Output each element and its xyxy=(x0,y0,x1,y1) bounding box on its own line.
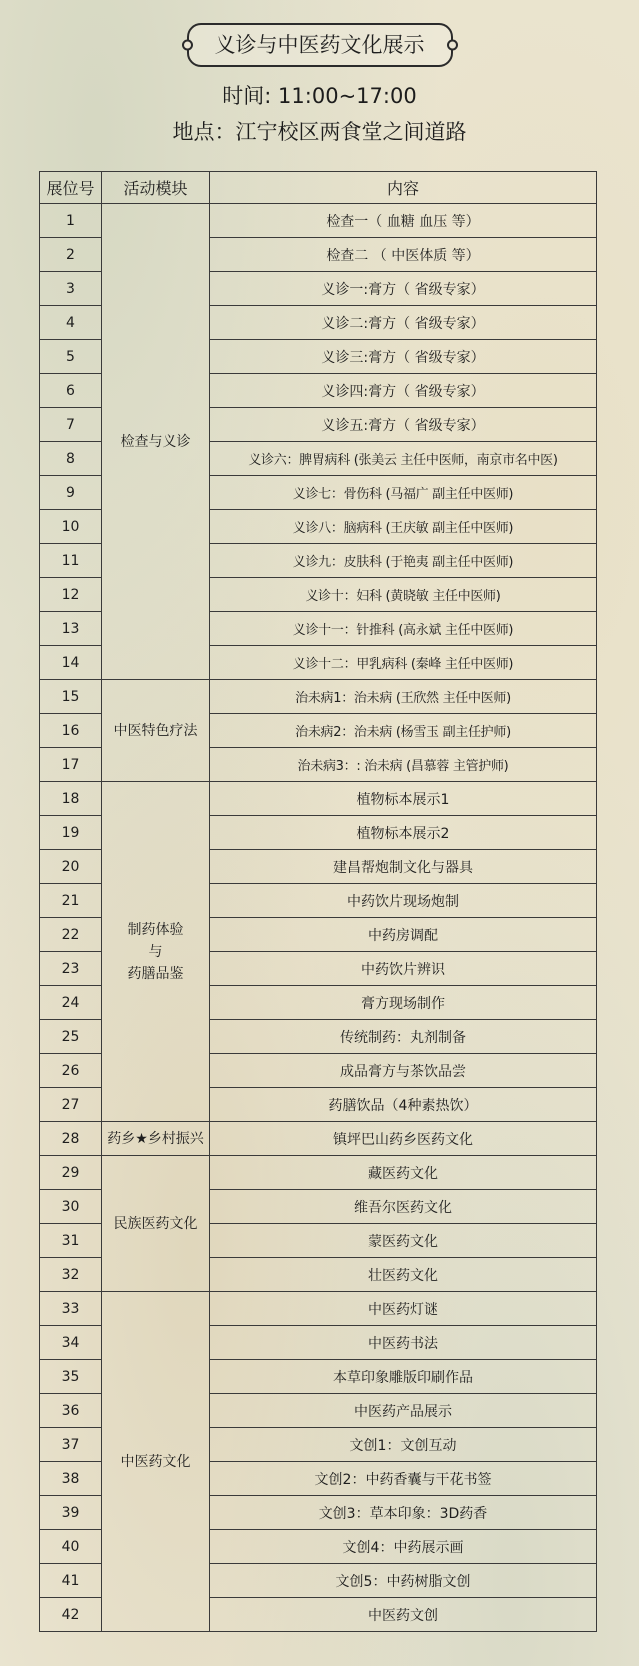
booth-number: 42 xyxy=(40,1598,102,1632)
booth-content: 义诊五:膏方（ 省级专家） xyxy=(210,408,597,442)
booth-content: 义诊十一：针推科 (高永斌 主任中医师) xyxy=(210,612,597,646)
booth-number: 7 xyxy=(40,408,102,442)
booth-number: 10 xyxy=(40,510,102,544)
booth-number: 39 xyxy=(40,1496,102,1530)
booth-content: 中医药书法 xyxy=(210,1326,597,1360)
event-place: 地点：江宁校区两食堂之间道路 xyxy=(172,120,467,144)
booth-number: 12 xyxy=(40,578,102,612)
header-module: 活动模块 xyxy=(102,172,210,204)
table-row xyxy=(40,1156,597,1190)
booth-number: 32 xyxy=(40,1258,102,1292)
booth-number: 30 xyxy=(40,1190,102,1224)
booth-number: 11 xyxy=(40,544,102,578)
booth-number: 24 xyxy=(40,986,102,1020)
booth-number: 34 xyxy=(40,1326,102,1360)
booth-content: 义诊七：骨伤科 (马福广 副主任中医师) xyxy=(210,476,597,510)
booth-content: 植物标本展示2 xyxy=(210,816,597,850)
table-body xyxy=(40,204,597,1632)
booth-number: 15 xyxy=(40,680,102,714)
booth-number: 25 xyxy=(40,1020,102,1054)
booth-content: 成品膏方与茶饮品尝 xyxy=(210,1054,597,1088)
booth-number: 18 xyxy=(40,782,102,816)
booth-content: 义诊九：皮肤科 (于艳夷 副主任中医师) xyxy=(210,544,597,578)
booth-content: 文创4：中药展示画 xyxy=(210,1530,597,1564)
booth-content: 治未病2：治未病 (杨雪玉 副主任护师) xyxy=(210,714,597,748)
booth-content: 传统制药：丸剂制备 xyxy=(210,1020,597,1054)
booth-number: 19 xyxy=(40,816,102,850)
header-content: 内容 xyxy=(210,172,597,204)
booth-content: 文创3：草本印象：3D药香 xyxy=(210,1496,597,1530)
booth-content: 中药饮片现场炮制 xyxy=(210,884,597,918)
booth-number: 38 xyxy=(40,1462,102,1496)
booth-content: 维吾尔医药文化 xyxy=(210,1190,597,1224)
activity-module: 检查与义诊 xyxy=(102,204,210,680)
booth-number: 3 xyxy=(40,272,102,306)
booth-number: 16 xyxy=(40,714,102,748)
booth-content: 检查一（ 血糖 血压 等） xyxy=(210,204,597,238)
booth-number: 41 xyxy=(40,1564,102,1598)
booth-content: 植物标本展示1 xyxy=(210,782,597,816)
activity-module: 药乡★乡村振兴 xyxy=(102,1122,210,1156)
booth-content: 检查二 （ 中医体质 等） xyxy=(210,238,597,272)
booth-content: 中药饮片辨识 xyxy=(210,952,597,986)
booth-content: 中医药灯谜 xyxy=(210,1292,597,1326)
booth-content: 蒙医药文化 xyxy=(210,1224,597,1258)
booth-number: 23 xyxy=(40,952,102,986)
booth-number: 28 xyxy=(40,1122,102,1156)
table-row xyxy=(40,680,597,714)
booth-content: 文创5：中药树脂文创 xyxy=(210,1564,597,1598)
booth-number: 6 xyxy=(40,374,102,408)
page-title: 义诊与中医药文化展示 xyxy=(187,23,453,67)
booth-content: 义诊二:膏方（ 省级专家） xyxy=(210,306,597,340)
booth-content: 藏医药文化 xyxy=(210,1156,597,1190)
booth-content: 义诊三:膏方（ 省级专家） xyxy=(210,340,597,374)
booth-content: 义诊四:膏方（ 省级专家） xyxy=(210,374,597,408)
booth-number: 4 xyxy=(40,306,102,340)
booth-number: 17 xyxy=(40,748,102,782)
booth-number: 33 xyxy=(40,1292,102,1326)
booth-content: 本草印象雕版印刷作品 xyxy=(210,1360,597,1394)
booth-number: 14 xyxy=(40,646,102,680)
activity-module: 中医特色疗法 xyxy=(102,680,210,782)
booth-content: 义诊一:膏方（ 省级专家） xyxy=(210,272,597,306)
schedule-table xyxy=(39,171,597,1632)
title-banner xyxy=(0,23,639,67)
booth-number: 35 xyxy=(40,1360,102,1394)
table-row xyxy=(40,204,597,238)
booth-content: 中医药文创 xyxy=(210,1598,597,1632)
booth-content: 中医药产品展示 xyxy=(210,1394,597,1428)
table-header-row xyxy=(40,172,597,204)
booth-content: 药膳饮品（4种素热饮） xyxy=(210,1088,597,1122)
activity-module: 制药体验 与 药膳品鉴 xyxy=(102,782,210,1122)
booth-number: 20 xyxy=(40,850,102,884)
booth-content: 壮医药文化 xyxy=(210,1258,597,1292)
table-row xyxy=(40,1122,597,1156)
booth-number: 8 xyxy=(40,442,102,476)
booth-number: 27 xyxy=(40,1088,102,1122)
booth-number: 31 xyxy=(40,1224,102,1258)
booth-number: 9 xyxy=(40,476,102,510)
activity-module: 民族医药文化 xyxy=(102,1156,210,1292)
booth-content: 膏方现场制作 xyxy=(210,986,597,1020)
booth-number: 37 xyxy=(40,1428,102,1462)
booth-number: 1 xyxy=(40,204,102,238)
activity-module: 中医药文化 xyxy=(102,1292,210,1632)
booth-content: 文创1：文创互动 xyxy=(210,1428,597,1462)
booth-number: 22 xyxy=(40,918,102,952)
booth-number: 2 xyxy=(40,238,102,272)
booth-number: 26 xyxy=(40,1054,102,1088)
table-row xyxy=(40,782,597,816)
table-row xyxy=(40,1292,597,1326)
booth-content: 镇坪巴山药乡医药文化 xyxy=(210,1122,597,1156)
booth-content: 治未病3：: 治未病 (昌慕蓉 主管护师) xyxy=(210,748,597,782)
booth-number: 13 xyxy=(40,612,102,646)
event-time: 时间: 11:00~17:00 xyxy=(222,84,417,108)
header-booth: 展位号 xyxy=(40,172,102,204)
booth-content: 义诊八：脑病科 (王庆敏 副主任中医师) xyxy=(210,510,597,544)
booth-content: 义诊六：脾胃病科 (张美云 主任中医师，南京市名中医) xyxy=(210,442,597,476)
booth-number: 5 xyxy=(40,340,102,374)
booth-number: 36 xyxy=(40,1394,102,1428)
booth-content: 治未病1：治未病 (王欣然 主任中医师) xyxy=(210,680,597,714)
booth-content: 中药房调配 xyxy=(210,918,597,952)
booth-number: 40 xyxy=(40,1530,102,1564)
booth-number: 29 xyxy=(40,1156,102,1190)
booth-content: 建昌帮炮制文化与器具 xyxy=(210,850,597,884)
booth-number: 21 xyxy=(40,884,102,918)
booth-content: 文创2：中药香囊与干花书签 xyxy=(210,1462,597,1496)
booth-content: 义诊十二：甲乳病科 (秦峰 主任中医师) xyxy=(210,646,597,680)
booth-content: 义诊十：妇科 (黄晓敏 主任中医师) xyxy=(210,578,597,612)
